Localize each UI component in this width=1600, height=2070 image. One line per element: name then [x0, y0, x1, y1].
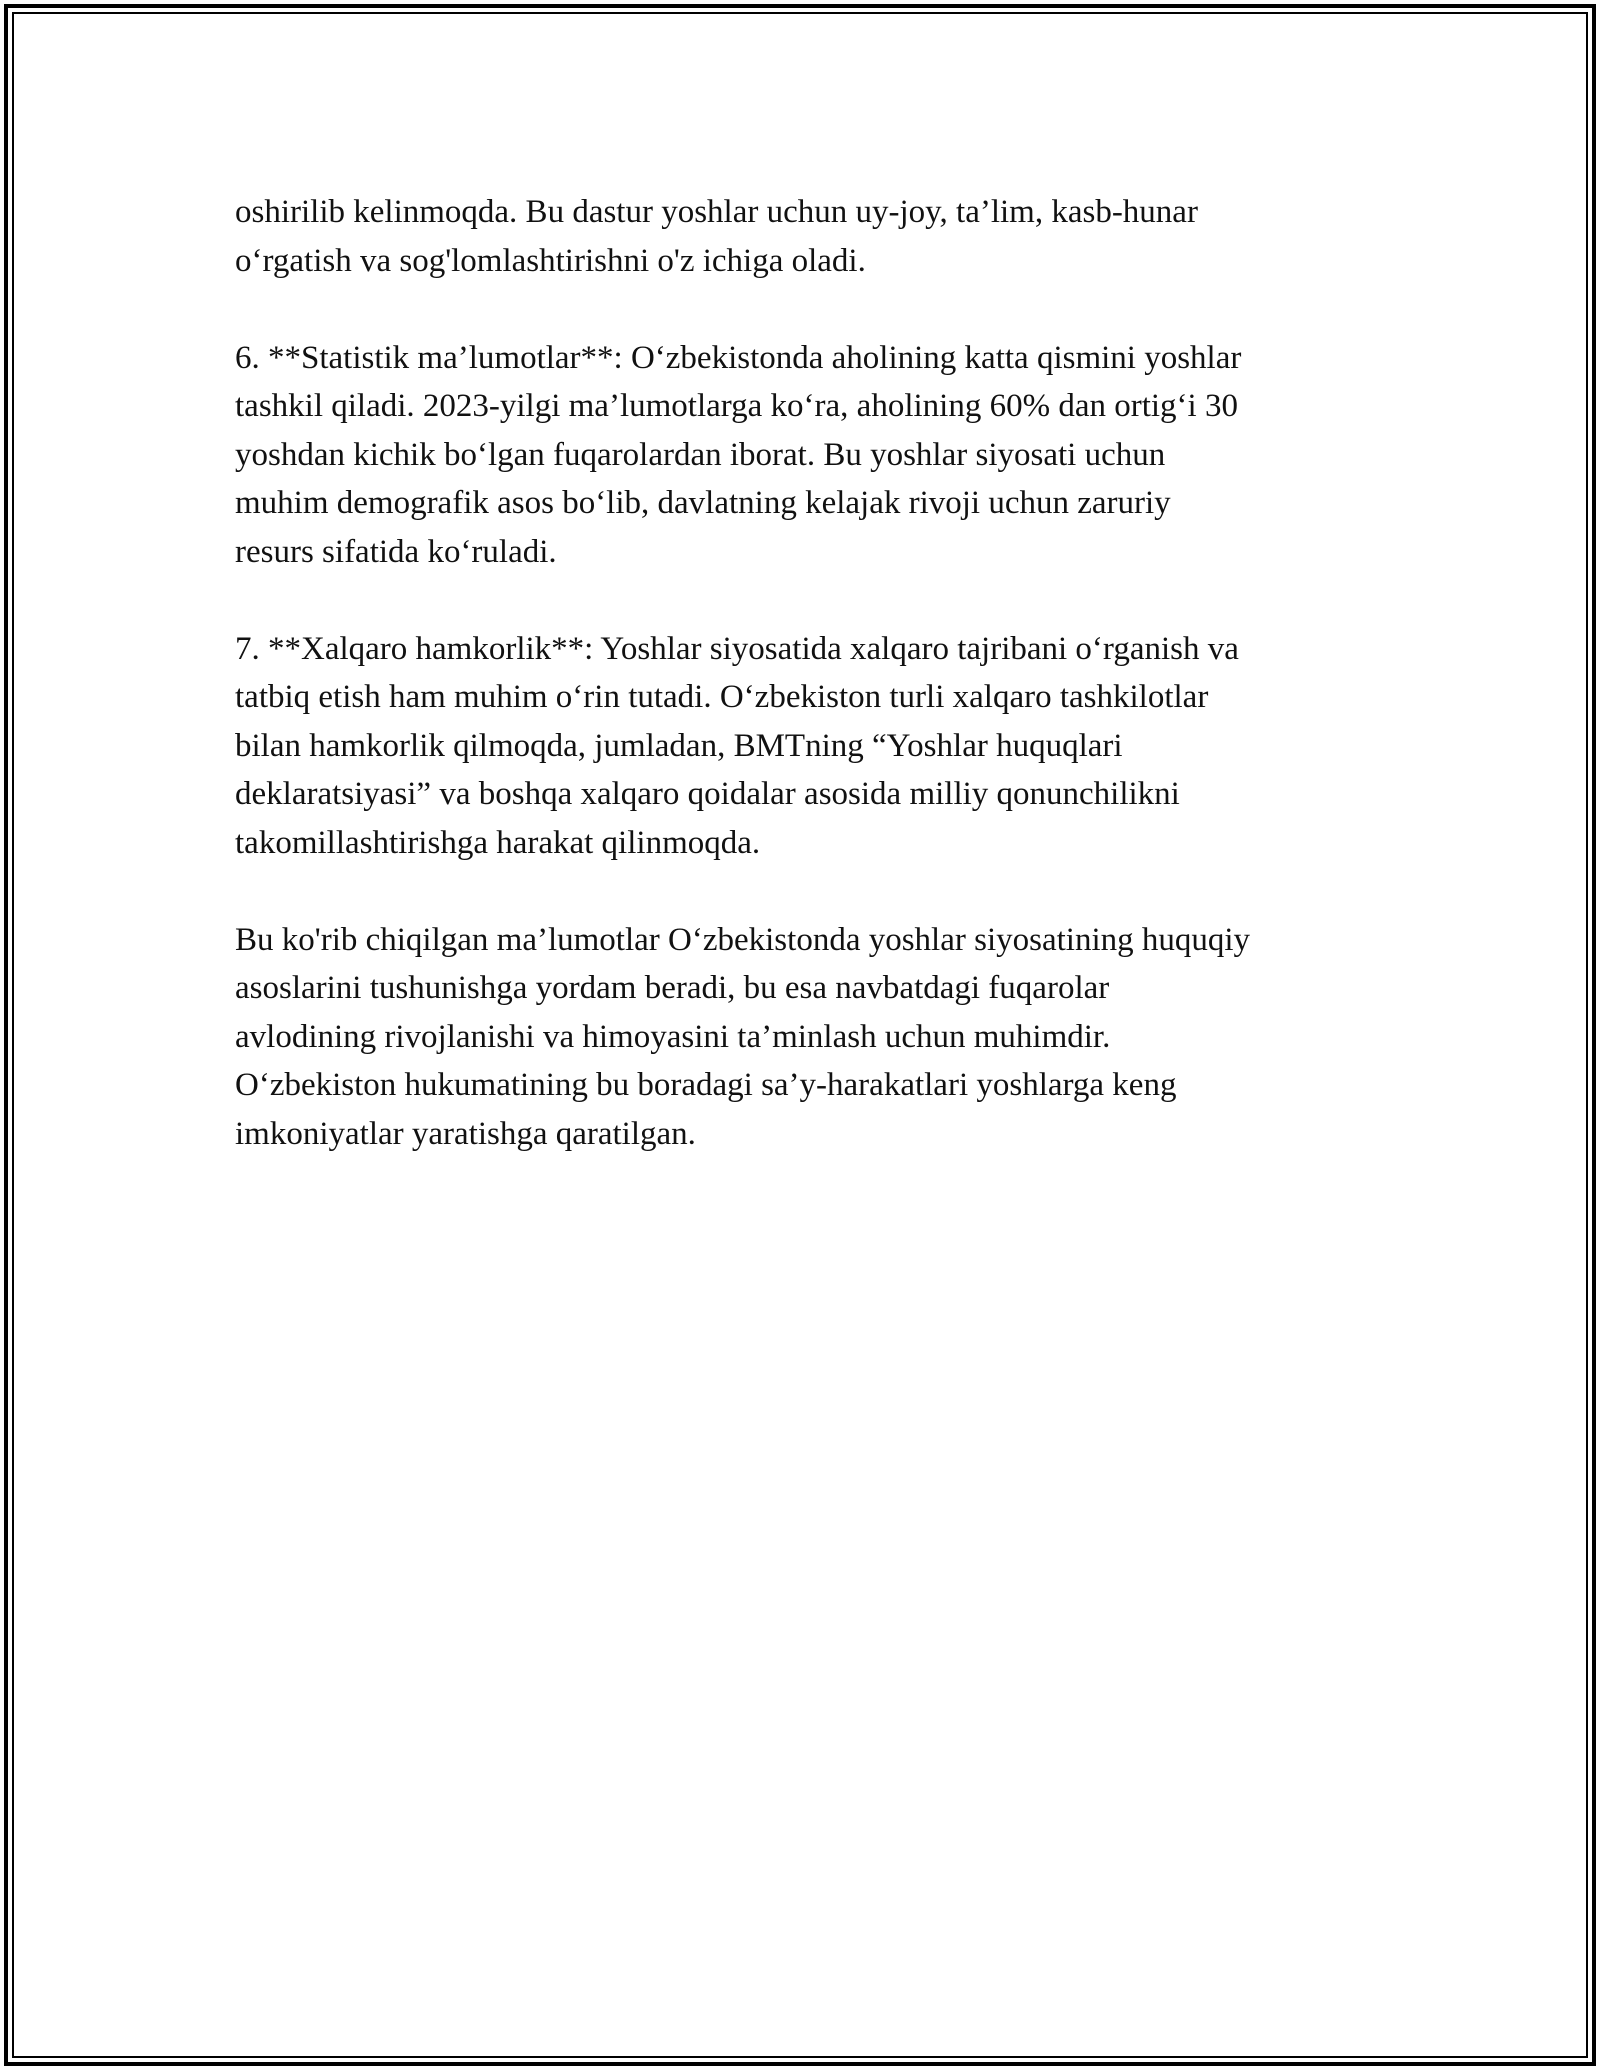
paragraph-international-cooperation: 7. **Xalqaro hamkorlik**: Yoshlar siyosatida xalqaro tajribani o‘rganish va tatbiq etish ham muhim o‘rin tutadi. O‘zbekiston turli xalqaro tashkilotlar bilan hamkorlik qilmoqda, jumladan, BMTning “Yoshlar huquqlari deklaratsiyasi” va boshqa xalqaro qoidalar asosida milliy qonunchilikni takomillashtirishga harakat qilinmoqda. [235, 630, 1239, 861]
paragraph-statistics: 6. **Statistik ma’lumotlar**: O‘zbekistonda aholining katta qismini yoshlar tashkil qiladi. 2023-yilgi ma’lumotlarga ko‘ra, aholining 60% dan ortig‘i 30 yoshdan kichik bo‘lgan fuqarolardan iborat. Bu yoshlar siyosati uchun muhim demografik asos bo‘lib, davlatning kelajak rivoji uchun zaruriy resurs sifatida ko‘ruladi. [235, 339, 1242, 570]
paragraph-program-continuation: oshirilib kelinmoqda. Bu dastur yoshlar uchun uy-joy, ta’lim, kasb-hunar o‘rgatish va sog'lomlashtirishni o'z ichiga oladi. [235, 194, 1198, 279]
paragraph-conclusion: Bu ko'rib chiqilgan ma’lumotlar O‘zbekistonda yoshlar siyosatining huquqiy asoslarini tushunishga yordam beradi, bu esa navbatdagi fuqarolar avlodining rivojlanishi va himoyasini ta’minlash uchun muhimdir. O‘zbekiston hukumatining bu boradagi sa’y-harakatlari yoshlarga keng imkoniyatlar yaratishga qaratilgan. [235, 921, 1251, 1152]
document-body [235, 188, 1385, 1158]
